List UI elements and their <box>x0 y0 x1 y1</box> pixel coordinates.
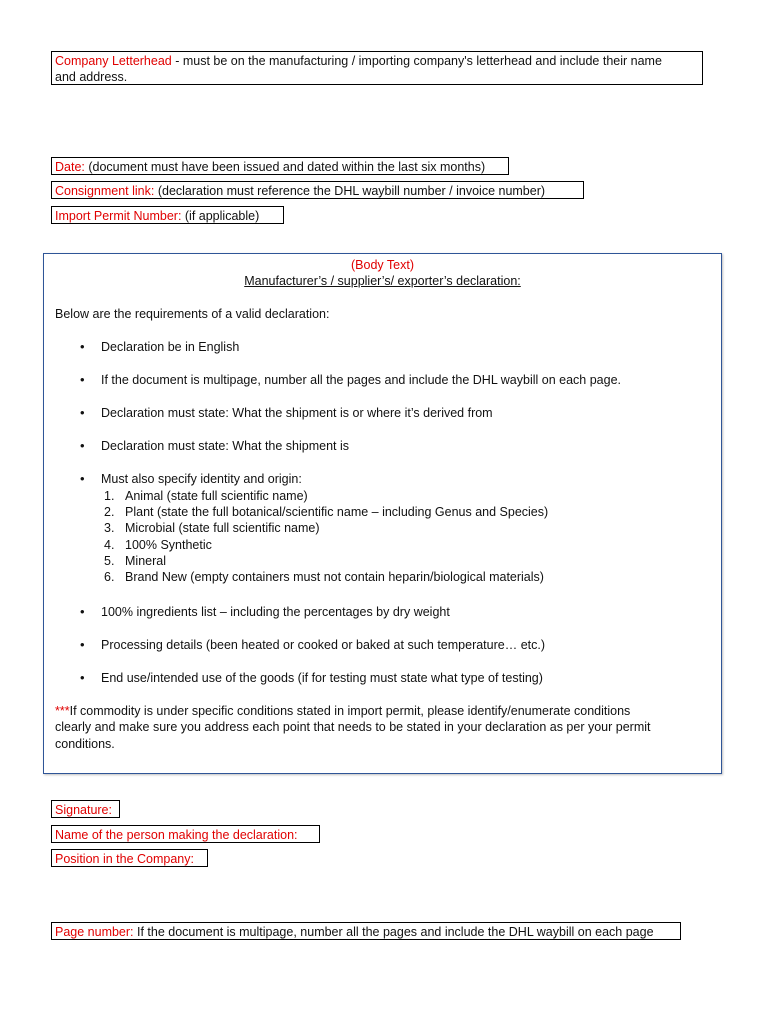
bullet-text: End use/intended use of the goods (if for testing must state what type of testing) <box>101 671 543 685</box>
signature-label: Signature: <box>55 803 112 817</box>
permit-text: (if applicable) <box>181 209 260 223</box>
letterhead-text-cont: and address. <box>55 70 128 84</box>
bullet-text: 100% ingredients list – including the percentages by dry weight <box>101 605 450 619</box>
consignment-box <box>51 181 584 199</box>
consignment-text: (declaration must reference the DHL waybill number / invoice number) <box>154 184 546 198</box>
date-text: (document must have been issued and dated within the last six months) <box>84 160 486 174</box>
bullet-text: Declaration be in English <box>101 340 240 354</box>
bullet-dot: • <box>80 372 85 387</box>
bullet-dot: • <box>80 604 85 619</box>
body-text-box <box>43 253 722 774</box>
list-item: Animal (state full scientific name) <box>125 489 308 503</box>
permit-box <box>51 206 284 224</box>
declarant-name-box <box>51 825 320 843</box>
company-position-label: Position in the Company: <box>55 852 194 866</box>
list-number: 4. <box>104 538 115 552</box>
consignment-label: Consignment link: <box>55 184 155 198</box>
bullet-text: Processing details (been heated or cooked or baked at such temperature… etc.) <box>101 638 546 652</box>
bullet-text: If the document is multipage, number all the pages and include the DHL waybill on each page. <box>101 373 621 387</box>
bullet-dot: • <box>80 438 85 453</box>
list-number: 3. <box>104 521 115 535</box>
list-item: Mineral <box>125 554 166 568</box>
body-intro: Below are the requirements of a valid declaration: <box>55 307 330 321</box>
page-number-text: If the document is multipage, number all the pages and include the DHL waybill on each page <box>133 925 654 939</box>
body-subheading: Manufacturer’s / supplier’s/ exporter’s declaration: <box>244 274 521 288</box>
bullet-dot: • <box>80 471 85 486</box>
company-position-box <box>51 849 208 867</box>
note-stars: *** <box>55 704 70 718</box>
bullet-dot: • <box>80 339 85 354</box>
page-number-label: Page number: <box>55 925 134 939</box>
list-number: 5. <box>104 554 115 568</box>
list-item: Brand New (empty containers must not contain heparin/biological materials) <box>125 570 544 584</box>
list-item: 100% Synthetic <box>125 538 212 552</box>
permit-conditions-note <box>55 703 630 719</box>
note-line-3: conditions. <box>55 737 115 751</box>
declarant-name-label: Name of the person making the declaration: <box>55 828 298 842</box>
date-label: Date: <box>55 160 85 174</box>
bullet-text: Declaration must state: What the shipment is <box>101 439 350 453</box>
list-number: 6. <box>104 570 115 584</box>
bullet-text: Declaration must state: What the shipment is or where it’s derived from <box>101 406 493 420</box>
bullet-text: Must also specify identity and origin: <box>101 472 302 486</box>
note-line-2: clearly and make sure you address each point that needs to be stated in your declaration as per your permit <box>55 720 651 734</box>
signature-box <box>51 800 120 818</box>
letterhead-text: - must be on the manufacturing / importing company's letterhead and include their name <box>171 54 662 68</box>
letterhead-label: Company Letterhead <box>55 54 172 68</box>
note-line-1: If commodity is under specific conditions stated in import permit, please identify/enumerate conditions <box>69 704 631 718</box>
list-item: Plant (state the full botanical/scientific name – including Genus and Species) <box>125 505 549 519</box>
body-heading: (Body Text) <box>351 258 414 272</box>
permit-label: Import Permit Number: <box>55 209 182 223</box>
bullet-dot: • <box>80 670 85 685</box>
page-number-box <box>51 922 681 940</box>
bullet-dot: • <box>80 637 85 652</box>
letterhead-box <box>51 51 703 85</box>
list-number: 2. <box>104 505 115 519</box>
list-number: 1. <box>104 489 115 503</box>
list-item: Microbial (state full scientific name) <box>125 521 320 535</box>
date-box <box>51 157 509 175</box>
bullet-dot: • <box>80 405 85 420</box>
